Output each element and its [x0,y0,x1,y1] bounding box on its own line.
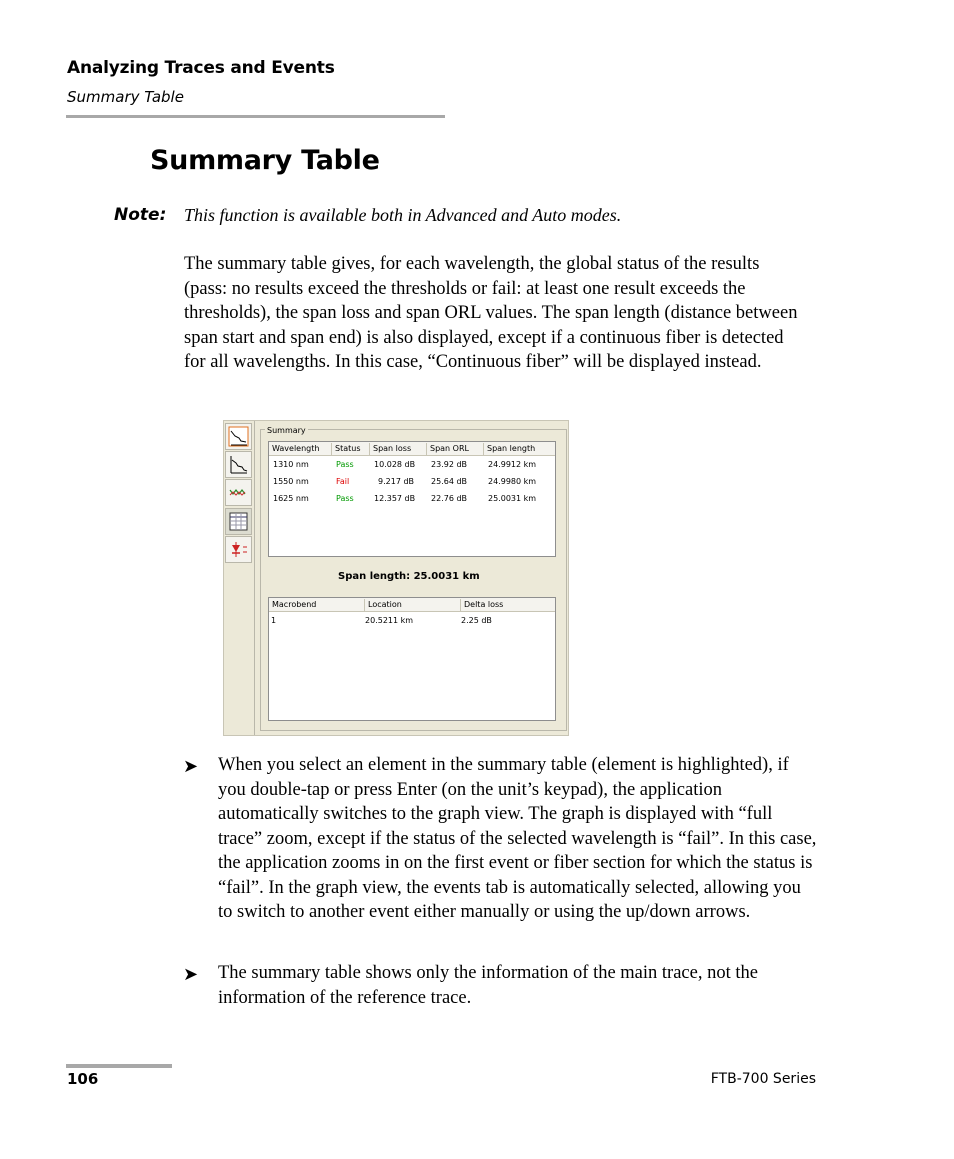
cell-wavelength: 1625 nm [273,494,309,503]
measure-icon [228,539,249,560]
cell-status-fail: Fail [336,477,350,486]
cell-span-length: 25.0031 km [488,494,537,503]
span-length-label: Span length: 25.0031 km [338,571,480,582]
events-button[interactable] [225,479,252,506]
macrobend-table[interactable] [268,597,556,721]
col-header-span-loss[interactable]: Span loss [370,443,427,455]
bullet-text: The summary table shows only the information of the main trace, not the information of the reference trace. [218,963,758,1008]
summary-screenshot [223,420,569,736]
summary-table-icon [228,511,249,532]
col-header-macrobend[interactable]: Macrobend [269,599,365,611]
cell-span-orl: 22.76 dB [431,494,468,503]
cell-span-length: 24.9980 km [488,477,537,486]
intro-paragraph: The summary table gives, for each wavelength, the global status of the results (pass: no results exceed the thresholds or fail: at least one result exceeds the thresholds), the span loss and span ORL values. The span length (distance between span start and span end) is also displayed, except if a continuous fiber is detected for all wavelengths. In this case, “Continuous fiber” will be displayed instead. [184,254,798,372]
linear-view-icon [228,454,249,475]
bullet-text: When you select an element in the summary table (element is highlighted), if you double-tap or press Enter (on the unit’s keypad), the application automatically switches to the graph view. The graph is displayed with “full trace” zoom, except if the status of the selected wavelength is “fail”. In this case, the application zooms in on the first event or fiber section for which the status is “fail”. In the graph view, the events tab is automatically selected, allowing you to switch to another event either manually or using the up/down arrows. [218,755,817,922]
summary-group-title: Summary [267,426,306,435]
trace-graph-button[interactable] [225,423,252,450]
page-title: Summary Table [150,145,380,176]
cell-span-orl: 23.92 dB [431,460,468,469]
measure-button[interactable] [225,536,252,563]
col-header-span-orl[interactable]: Span ORL [427,443,484,455]
cell-status-pass: Pass [336,494,354,503]
col-header-span-length[interactable]: Span length [487,444,536,453]
note-label: Note: [114,205,167,225]
bullet-arrow-icon: ➤ [183,964,199,985]
cell-macrobend: 1 [271,616,277,625]
bullet-arrow-icon: ➤ [183,756,199,777]
product-series: FTB-700 Series [710,1071,816,1087]
summary-table-header [269,442,555,456]
page-number: 106 [67,1070,99,1088]
col-header-wavelength[interactable]: Wavelength [269,443,332,455]
running-header-subtitle: Summary Table [67,88,184,106]
linear-view-button[interactable] [225,451,252,478]
col-header-status[interactable]: Status [332,443,370,455]
cell-span-loss: 9.217 dB [378,477,415,486]
cell-location: 20.5211 km [365,616,414,625]
cell-span-loss: 10.028 dB [374,460,416,469]
trace-graph-icon [228,426,249,447]
col-header-delta-loss[interactable]: Delta loss [464,600,504,609]
col-header-location[interactable]: Location [365,599,461,611]
cell-wavelength: 1310 nm [273,460,309,469]
footer-rule [66,1064,172,1068]
macrobend-table-header [269,598,555,612]
cell-span-loss: 12.357 dB [374,494,416,503]
events-icon [228,482,249,503]
summary-table[interactable] [268,441,556,557]
cell-wavelength: 1550 nm [273,477,309,486]
header-rule [66,115,445,118]
cell-status-pass: Pass [336,460,354,469]
note-text: This function is available both in Advanced and Auto modes. [184,205,622,225]
sidebar-separator [254,421,255,735]
summary-table-button[interactable] [225,508,252,535]
cell-span-orl: 25.64 dB [431,477,468,486]
cell-span-length: 24.9912 km [488,460,537,469]
cell-delta-loss: 2.25 dB [461,616,492,625]
running-header-title: Analyzing Traces and Events [67,58,335,78]
